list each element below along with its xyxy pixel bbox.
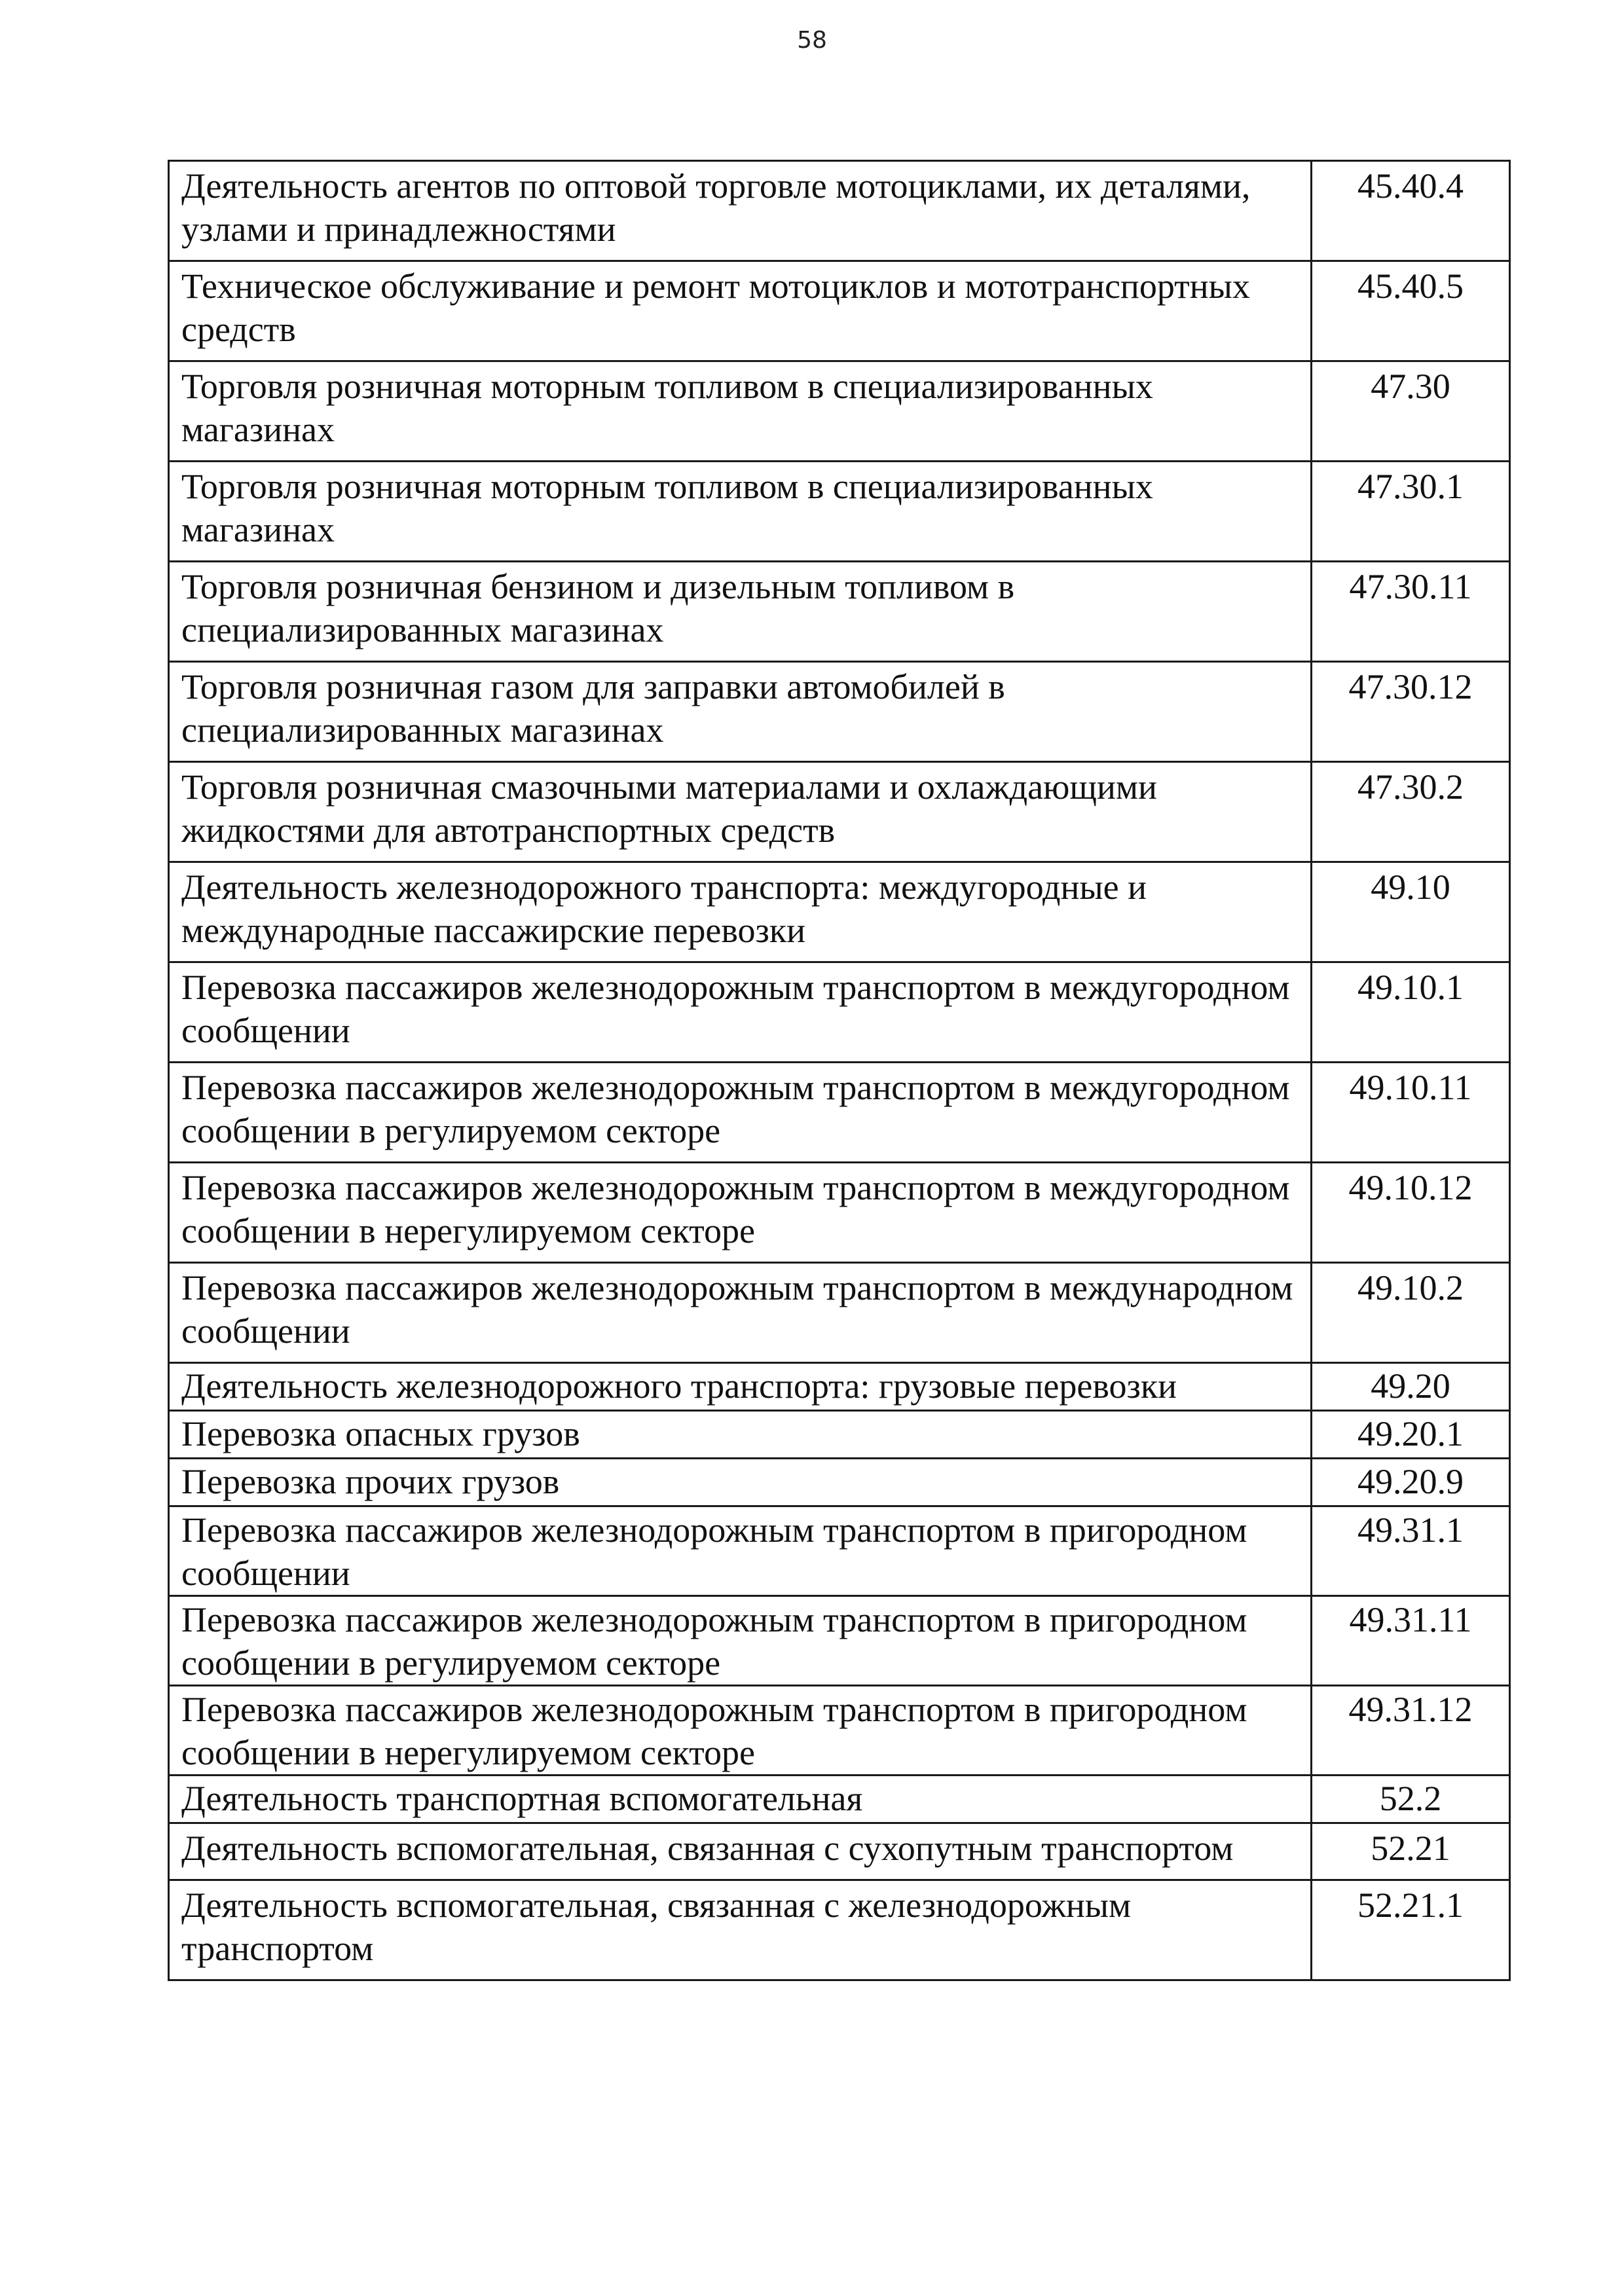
activity-description: Перевозка пассажиров железнодорожным транспортом в междугородном сообщении в регулируемом секторе (169, 1063, 1312, 1163)
page-number: 58 (797, 27, 827, 54)
activity-description: Перевозка пассажиров железнодорожным транспортом в пригородном сообщении в нерегулируемом секторе (169, 1686, 1312, 1776)
activity-description: Деятельность агентов по оптовой торговле мотоциклами, их деталями, узлами и принадлежностями (169, 161, 1312, 261)
table-row (169, 862, 1510, 962)
activity-codes-table (168, 160, 1511, 1981)
activity-description: Техническое обслуживание и ремонт мотоциклов и мототранспортных средств (169, 261, 1312, 361)
activity-description: Торговля розничная смазочными материалами и охлаждающими жидкостями для автотранспортных средств (169, 762, 1312, 862)
table-row (169, 1823, 1510, 1880)
activity-description: Торговля розничная газом для заправки автомобилей в специализированных магазинах (169, 662, 1312, 762)
table-row (169, 161, 1510, 261)
activity-description: Деятельность транспортная вспомогательная (169, 1776, 1312, 1823)
activity-description: Торговля розничная моторным топливом в специализированных магазинах (169, 361, 1312, 462)
activity-code: 49.10.2 (1312, 1263, 1510, 1363)
activity-description: Перевозка пассажиров железнодорожным транспортом в пригородном сообщении (169, 1506, 1312, 1596)
activity-code: 49.20.9 (1312, 1459, 1510, 1506)
activity-description: Перевозка пассажиров железнодорожным транспортом в пригородном сообщении в регулируемом секторе (169, 1596, 1312, 1686)
activity-code: 52.21 (1312, 1823, 1510, 1880)
table-row (169, 1506, 1510, 1596)
table-row (169, 562, 1510, 662)
activity-description: Перевозка пассажиров железнодорожным транспортом в междугородном сообщении в нерегулируемом секторе (169, 1163, 1312, 1263)
activity-code: 47.30.12 (1312, 662, 1510, 762)
activity-code: 47.30.2 (1312, 762, 1510, 862)
activity-code: 49.31.11 (1312, 1596, 1510, 1686)
table-row (169, 962, 1510, 1063)
table-row (169, 1411, 1510, 1459)
activity-description: Деятельность железнодорожного транспорта: грузовые перевозки (169, 1363, 1312, 1411)
activity-code: 47.30.1 (1312, 462, 1510, 562)
table-row (169, 1163, 1510, 1263)
activity-description: Деятельность вспомогательная, связанная с железнодорожным транспортом (169, 1880, 1312, 1980)
activity-description: Перевозка опасных грузов (169, 1411, 1312, 1459)
activity-description: Деятельность железнодорожного транспорта: междугородные и международные пассажирские перевозки (169, 862, 1312, 962)
activity-code: 49.10.1 (1312, 962, 1510, 1063)
activity-code: 49.20.1 (1312, 1411, 1510, 1459)
activity-code: 52.21.1 (1312, 1880, 1510, 1980)
activity-code: 47.30.11 (1312, 562, 1510, 662)
table-row (169, 1263, 1510, 1363)
activity-code: 49.10.11 (1312, 1063, 1510, 1163)
activity-description: Деятельность вспомогательная, связанная с сухопутным транспортом (169, 1823, 1312, 1880)
activity-description: Торговля розничная бензином и дизельным топливом в специализированных магазинах (169, 562, 1312, 662)
activity-code: 49.31.12 (1312, 1686, 1510, 1776)
table-row (169, 361, 1510, 462)
activity-code: 49.10.12 (1312, 1163, 1510, 1263)
activity-code: 52.2 (1312, 1776, 1510, 1823)
table-row (169, 1363, 1510, 1411)
activity-code: 47.30 (1312, 361, 1510, 462)
activity-description: Перевозка прочих грузов (169, 1459, 1312, 1506)
activity-description: Перевозка пассажиров железнодорожным транспортом в международном сообщении (169, 1263, 1312, 1363)
table-row (169, 1686, 1510, 1776)
table-row (169, 1596, 1510, 1686)
table-row (169, 261, 1510, 361)
activity-description: Торговля розничная моторным топливом в специализированных магазинах (169, 462, 1312, 562)
activity-code: 45.40.4 (1312, 161, 1510, 261)
table-row (169, 662, 1510, 762)
table-row (169, 462, 1510, 562)
activity-code: 49.20 (1312, 1363, 1510, 1411)
table-row (169, 1776, 1510, 1823)
table-row (169, 762, 1510, 862)
table-row (169, 1063, 1510, 1163)
activity-description: Перевозка пассажиров железнодорожным транспортом в междугородном сообщении (169, 962, 1312, 1063)
activity-code: 49.31.1 (1312, 1506, 1510, 1596)
activity-code: 49.10 (1312, 862, 1510, 962)
activity-code: 45.40.5 (1312, 261, 1510, 361)
table-row (169, 1459, 1510, 1506)
table-row (169, 1880, 1510, 1980)
